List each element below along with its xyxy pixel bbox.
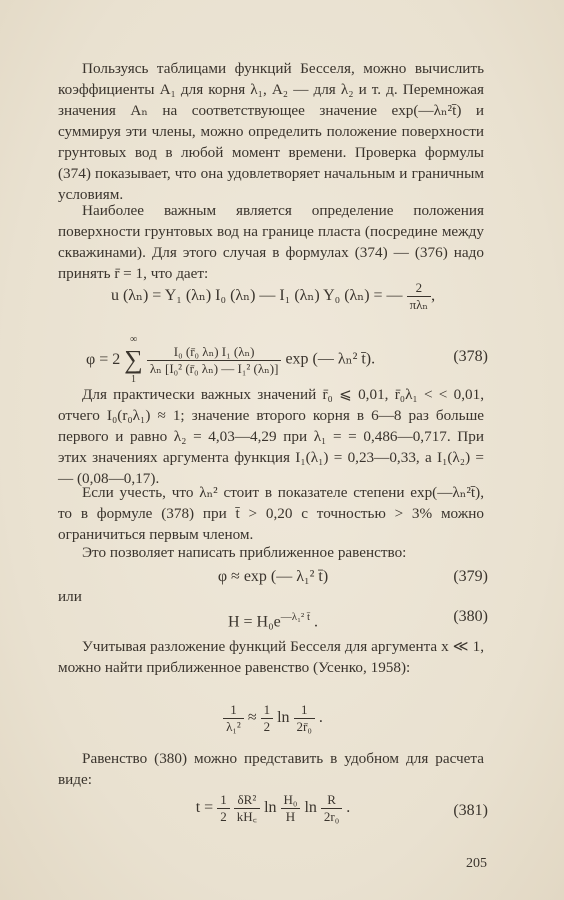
t-ln2-top: R xyxy=(321,792,342,809)
paragraph-5: Это позволяет написать приближенное равенство: xyxy=(82,544,407,561)
page-number: 205 xyxy=(466,856,487,871)
equation-381: t = $\frac{1}{2}$ $\frac{\text{δR²}}{kH꜀}$ ln $\frac{\text{H₀}}{H}$ ln $\frac{R}{\text{2r₀}}$ . (381) xyxy=(195,792,488,824)
phi-fraction xyxy=(147,344,282,377)
paragraph-2: Наиболее важным является определение положения поверхности грунтовых вод на границе пласта (посредине между скважинами). Для этого случая в формулах (374) — (376) надо принять r̄ = 1, что дает: xyxy=(58,202,484,282)
t-frac1-top: 1 xyxy=(217,792,230,809)
bessel-ln xyxy=(294,702,315,735)
equation-number-378: (378) xyxy=(453,348,488,365)
equation-u-frac-top: 2 xyxy=(407,280,432,297)
bessel-ln-bottom: 2r̄₀ xyxy=(296,719,312,734)
phi-right: exp (— λₙ² t̄). xyxy=(285,350,376,368)
bessel-lhs-bottom: λ₁² xyxy=(226,719,241,734)
equation-u-body: u (λₙ) = Y₁ (λₙ) I₀ (λₙ) — I₁ (λₙ) Y₀ (λₙ) = — xyxy=(110,287,403,305)
t-ln2 xyxy=(321,792,342,825)
t-frac1 xyxy=(217,792,230,825)
bessel-mid-top: 1 xyxy=(261,702,274,719)
sum-lower: 1 xyxy=(131,374,137,385)
paragraph-6: Учитывая разложение функций Бесселя для аргумента x ≪ 1, можно найти приближенное равенство (Усенко, 1958): xyxy=(58,638,484,676)
equation-bessel-approx: $\frac{1}{\text{λ₁²}}$ ≈ $\frac{1}{2}$ ln $\frac{1}{\text{2r̄₀}}$ . xyxy=(58,702,488,735)
equation-number-381: (381) xyxy=(453,802,488,819)
bessel-lhs xyxy=(223,702,244,735)
equation-380: $H = H_0e^{—\lambda_1^2 t̄}$ . (380) xyxy=(227,608,488,631)
equation-number-379: (379) xyxy=(453,568,488,585)
sum-symbol: ∞ ∑ 1 xyxy=(124,334,143,385)
eq380-body: H = H₀e xyxy=(227,613,281,631)
equation-u-frac-bottom: πλₙ xyxy=(409,297,429,312)
paragraph-1: Пользуясь таблицами функций Бесселя, можно вычислить коэффициенты A₁ для корня λ₁, A₂ — для λ₂ и т. д. Перемножая значения Aₙ на соответствующее значение exp(—λₙ²t̄) и суммируя эти члены, можно определить положение поверхности грунтовых вод в любой момент времени. Проверка формулы (374) показывает, что она удовлетворяет начальным и граничным условиям. xyxy=(58,60,484,203)
t-left: t = xyxy=(195,799,214,817)
phi-frac-top: I₀ (r̄₀ λₙ) I₁ (λₙ) xyxy=(147,344,282,361)
phi-frac-bottom: λₙ [I₀² (r̄₀ λₙ) — I₁² (λₙ)] xyxy=(149,360,279,376)
bessel-lhs-top: 1 xyxy=(223,702,244,719)
t-frac2 xyxy=(234,792,260,825)
t-frac1-bottom: 2 xyxy=(220,809,227,824)
paragraph-4: Если учесть, что λₙ² стоит в показателе степени exp(—λₙ²t̄), то в формуле (378) при t̄ > 0,20 с точностью > 3% можно ограничиться первым членом. xyxy=(58,484,484,543)
equation-u-fraction xyxy=(407,280,432,313)
paragraph-or: или xyxy=(58,588,82,605)
eq380-exponent: —λ₁² t̄ xyxy=(280,611,311,623)
equation-378 xyxy=(58,334,488,386)
bessel-mid-bottom: 2 xyxy=(263,719,271,734)
t-frac2-top: δR² xyxy=(234,792,260,809)
bessel-mid xyxy=(261,702,274,735)
equation-u: u (λₙ) = Y₁ (λₙ) I₀ (λₙ) — I₁ (λₙ) Y₀ (λₙ) = — $\frac{2}{\text{πλₙ}}$ , xyxy=(110,280,436,312)
t-ln1 xyxy=(281,792,301,825)
t-ln1-top: H₀ xyxy=(281,792,301,809)
t-ln2-bottom: 2r₀ xyxy=(323,809,340,824)
t-frac2-bottom: kH꜀ xyxy=(236,809,258,824)
phi-left: φ = 2 xyxy=(86,350,121,368)
sum-upper: ∞ xyxy=(129,334,138,345)
t-ln1-bottom: H xyxy=(285,809,296,824)
paragraph-7: Равенство (380) можно представить в удобном для расчета виде: xyxy=(58,750,484,788)
equation-379 xyxy=(58,566,488,588)
equation-number-380: (380) xyxy=(453,608,488,625)
bessel-ln-top: 1 xyxy=(294,702,315,719)
eq379-body: φ ≈ exp (— λ₁² t̄) xyxy=(217,568,329,585)
paragraph-3: Для практически важных значений r̄₀ ⩽ 0,01, r̄₀λ₁ < < 0,01, отчего I₀(r₀λ₁) ≈ 1; значение второго корня в 6—8 раз больше первого и равно λ₂ = 4,03—4,29 при λ₁ = = 0,486—0,717. При этих значениях аргумента функция I₁(λ₁) = 0,23—0,33, а I₁(λ₂) = — (0,08—0,17). xyxy=(58,386,484,487)
